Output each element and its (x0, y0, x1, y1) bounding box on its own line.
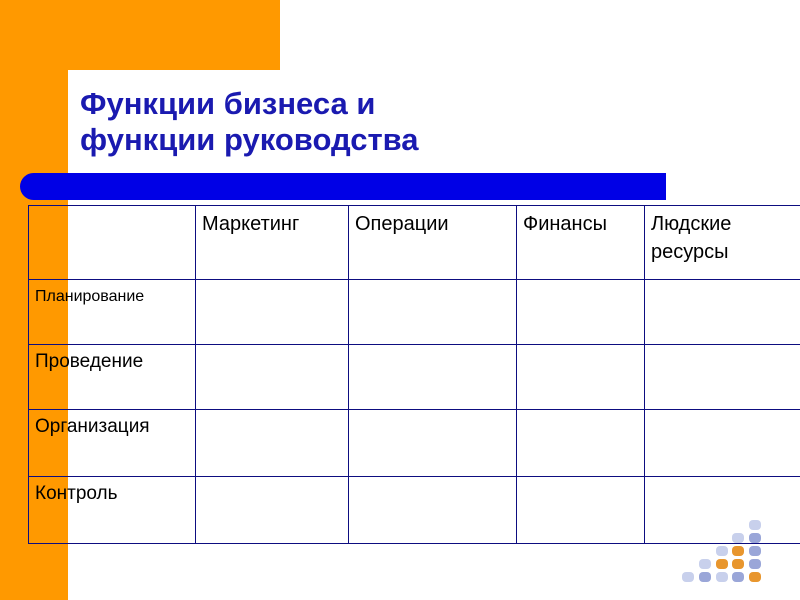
table-row (29, 280, 800, 345)
table-cell (645, 477, 800, 544)
table-row (29, 477, 800, 544)
table-corner-cell (29, 206, 196, 280)
table-cell (517, 345, 645, 410)
blue-divider-bar (20, 173, 666, 200)
slide-title-line-1: Функции бизнеса и (80, 86, 376, 121)
table-row (29, 410, 800, 477)
column-header-human-resources: Людские ресурсы (645, 206, 800, 280)
table-cell (349, 280, 517, 345)
table-header-row (29, 206, 800, 280)
table-cell (517, 410, 645, 477)
row-label-conducting: Проведение (29, 345, 196, 410)
column-header-operations: Операции (349, 206, 517, 280)
table-cell (645, 410, 800, 477)
table-row (29, 345, 800, 410)
table-cell (645, 345, 800, 410)
table-cell (196, 477, 349, 544)
table-cell (196, 410, 349, 477)
table-cell (517, 280, 645, 345)
column-header-finance: Финансы (517, 206, 645, 280)
functions-table (28, 205, 800, 544)
table-cell (349, 345, 517, 410)
orange-top-block (0, 0, 280, 70)
table-cell (349, 477, 517, 544)
row-label-planning: Планирование (29, 280, 196, 345)
table-cell (196, 280, 349, 345)
table-cell (517, 477, 645, 544)
table-cell (349, 410, 517, 477)
table-cell (645, 280, 800, 345)
table-cell (196, 345, 349, 410)
column-header-marketing: Маркетинг (196, 206, 349, 280)
row-label-control: Контроль (29, 477, 196, 544)
slide-title (80, 86, 419, 158)
slide-title-line-2: функции руководства (80, 122, 419, 157)
row-label-organization: Организация (29, 410, 196, 477)
